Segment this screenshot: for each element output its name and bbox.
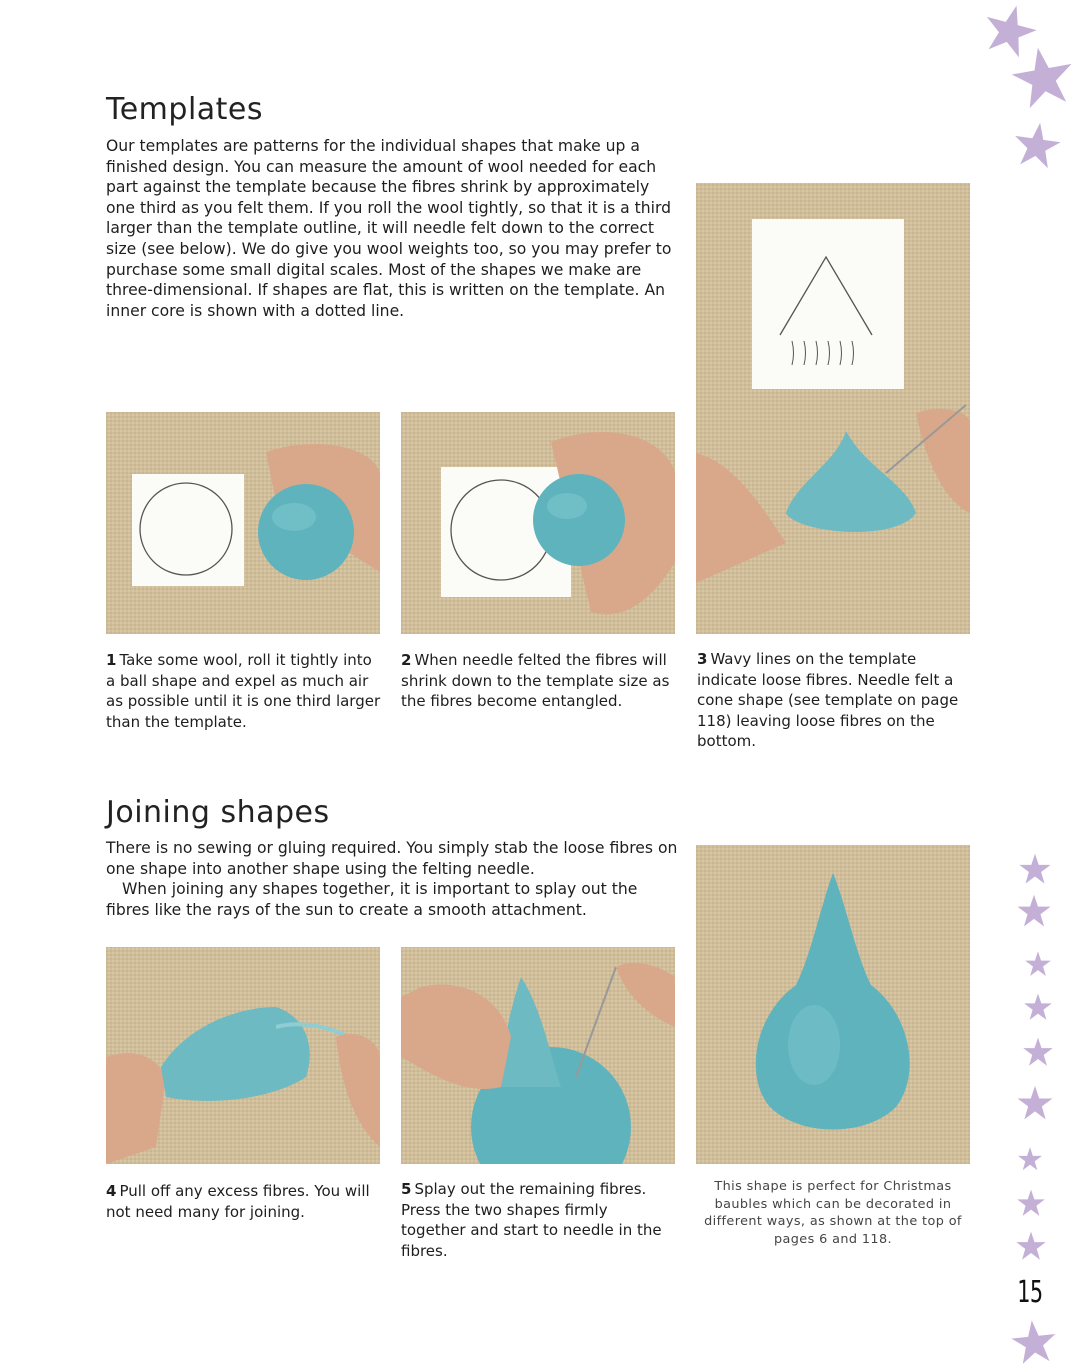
- star-icon: [1018, 852, 1052, 886]
- photo-bauble: [696, 845, 970, 1164]
- star-icon: [1016, 1188, 1046, 1218]
- joining-para-2: When joining any shapes together, it is important to splay out the fibres like the rays of the sun to create a smooth attachment.: [106, 880, 638, 919]
- star-icon: [1022, 1036, 1054, 1068]
- step-2-number: 2: [401, 651, 412, 669]
- photo-step-3: [696, 183, 970, 634]
- star-icon: [1017, 1146, 1043, 1172]
- step-5-text: Splay out the remaining fibres. Press the two shapes firmly together and start to needle in the fibres.: [401, 1180, 662, 1260]
- section-heading-joining: Joining shapes: [106, 795, 330, 830]
- section-heading-templates: Templates: [106, 92, 264, 127]
- joining-body-text: [106, 838, 678, 920]
- step-3-text: Wavy lines on the template indicate loose fibres. Needle felt a cone shape (see template on page 118) leaving loose fibres on the bottom.: [697, 650, 959, 751]
- photo-step-2: [401, 412, 675, 634]
- photo-step-1: [106, 412, 380, 634]
- step-5-number: 5: [401, 1180, 412, 1198]
- star-icon: [1012, 120, 1062, 170]
- step-1-number: 1: [106, 651, 117, 669]
- step-4-number: 4: [106, 1182, 117, 1200]
- step-2-text: When needle felted the fibres will shrink down to the template size as the fibres become entangled.: [401, 651, 670, 711]
- step-2-caption: [401, 650, 677, 712]
- templates-body-text: Our templates are patterns for the individual shapes that make up a finished design. You can measure the amount of wool needed for each part against the template because the fibres shrink by approximately one third as you felt them. If you roll the wool tightly, so that it is a third larger than the template outline, it will needle felt down to the correct size (see below). We do give you wool weights too, so you may prefer to purchase some small digital scales. Most of the shapes we make are three-dimensional. If shapes are flat, this is written on the template. An inner core is shown with a dotted line.: [106, 137, 672, 320]
- step-4-text: Pull off any excess fibres. You will not need many for joining.: [106, 1182, 370, 1221]
- page-number: 15: [1017, 1275, 1044, 1310]
- step-4-caption: [106, 1181, 382, 1222]
- star-icon: [1023, 992, 1053, 1022]
- star-icon: [1010, 1318, 1058, 1366]
- star-icon: [1016, 893, 1052, 929]
- step-1-text: Take some wool, roll it tightly into a ball shape and expel as much air as possible until it is one third larger than the template.: [106, 651, 381, 731]
- photo-step-5: [401, 947, 675, 1164]
- bauble-caption: This shape is perfect for Christmas baubles which can be decorated in different ways, as shown at the top of pages 6 and 118.: [704, 1179, 962, 1247]
- step-3-caption: [697, 649, 959, 752]
- step-1-caption: [106, 650, 382, 732]
- step-3-number: 3: [697, 650, 708, 668]
- photo-step-4: [106, 947, 380, 1164]
- joining-para-1: There is no sewing or gluing required. You simply stab the loose fibres on one shape into another shape using the felting needle.: [106, 839, 678, 878]
- star-icon: [1015, 1230, 1047, 1262]
- step-5-caption: [401, 1179, 663, 1261]
- star-icon: [1016, 1084, 1054, 1122]
- star-icon: [1024, 950, 1052, 978]
- star-icon: [1010, 44, 1076, 110]
